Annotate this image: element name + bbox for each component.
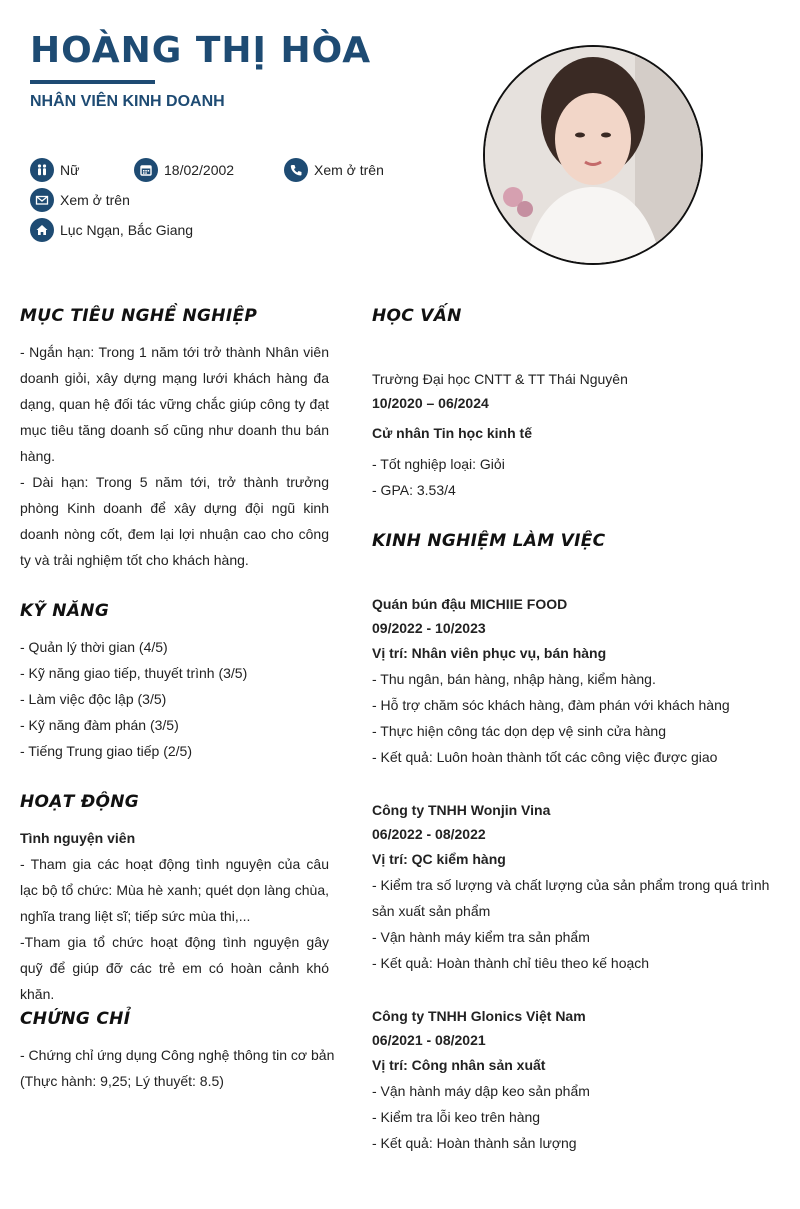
job-item: - Thu ngân, bán hàng, nhập hàng, kiểm hàng. bbox=[372, 671, 656, 687]
email-value: Xem ở trên bbox=[60, 192, 130, 208]
education-degree: Cử nhân Tin học kinh tế bbox=[372, 425, 532, 441]
objective-short-term: - Ngắn hạn: Trong 1 năm tới trở thành Nhân viên doanh giỏi, xây dựng mạng lưới khách hàng đa dạng, quan hệ đối tác vững chắc giúp công ty đạt mục tiêu tăng doanh số cũng như doanh thu bán hàng. bbox=[20, 344, 329, 464]
job-company: Công ty TNHH Wonjin Vina bbox=[372, 802, 551, 818]
name-underline bbox=[30, 80, 155, 84]
activity-role: Tình nguyện viên bbox=[20, 830, 136, 846]
activities-title: HOẠT ĐỘNG bbox=[20, 792, 140, 812]
education-period: 10/2020 – 06/2024 bbox=[372, 395, 489, 411]
job-period: 09/2022 - 10/2023 bbox=[372, 620, 486, 636]
info-email bbox=[30, 188, 130, 212]
info-gender bbox=[30, 158, 79, 182]
skill-item: - Tiếng Trung giao tiếp (2/5) bbox=[20, 743, 192, 759]
job-item: - Thực hiện công tác dọn dẹp vệ sinh cửa hàng bbox=[372, 723, 667, 739]
phone-icon bbox=[284, 158, 308, 182]
gender-icon bbox=[30, 158, 54, 182]
job-company: Quán bún đậu MICHIIE FOOD bbox=[372, 596, 568, 612]
calendar-icon bbox=[134, 158, 158, 182]
job-item: - Kết quả: Luôn hoàn thành tốt các công việc được giao bbox=[372, 749, 718, 765]
education-school: Trường Đại học CNTT & TT Thái Nguyên bbox=[372, 371, 628, 387]
info-address bbox=[30, 218, 193, 242]
home-icon bbox=[30, 218, 54, 242]
job-item: - Kiểm tra lỗi keo trên hàng bbox=[372, 1109, 541, 1125]
address-value: Lục Ngạn, Bắc Giang bbox=[60, 222, 194, 238]
objective-title: MỤC TIÊU NGHỀ NGHIỆP bbox=[20, 306, 258, 326]
job-item: - Hỗ trợ chăm sóc khách hàng, đàm phán với khách hàng bbox=[372, 697, 730, 713]
job-position: Vị trí: Nhân viên phục vụ, bán hàng bbox=[372, 645, 607, 661]
job-item: - Vận hành máy kiểm tra sản phẩm bbox=[372, 929, 590, 945]
skills-title: KỸ NĂNG bbox=[20, 601, 110, 621]
experience-title: KINH NGHIỆM LÀM VIỆC bbox=[372, 531, 606, 551]
skill-item: - Kỹ năng đàm phán (3/5) bbox=[20, 717, 179, 733]
education-item: - Tốt nghiệp loại: Giỏi bbox=[372, 456, 505, 472]
education-item: - GPA: 3.53/4 bbox=[372, 482, 456, 498]
skill-item: - Kỹ năng giao tiếp, thuyết trình (3/5) bbox=[20, 665, 248, 681]
activity-item: - Tham gia các hoạt động tình nguyện của câu lạc bộ tổ chức: Mùa hè xanh; quét dọn làng chùa, nghĩa trang liệt sĩ; tiếp sức mùa thi,... bbox=[20, 856, 329, 924]
email-icon bbox=[30, 188, 54, 212]
job-title: NHÂN VIÊN KINH DOANH bbox=[30, 93, 225, 110]
education-title: HỌC VẤN bbox=[372, 306, 462, 326]
job-company: Công ty TNHH Glonics Việt Nam bbox=[372, 1008, 586, 1024]
profile-photo bbox=[483, 45, 703, 265]
certificates-title: CHỨNG CHỈ bbox=[20, 1009, 131, 1029]
objective-long-term: - Dài hạn: Trong 5 năm tới, trở thành trưởng phòng Kinh doanh để xây dựng đội ngũ kinh doanh nòng cốt, đem lại lợi nhuận cao cho công ty và trải nghiệm tốt cho khách hàng. bbox=[20, 474, 329, 568]
birthday-value: 18/02/2002 bbox=[164, 162, 235, 178]
job-item: - Kết quả: Hoàn thành sản lượng bbox=[372, 1135, 577, 1151]
activity-item: -Tham gia tổ chức hoạt động tình nguyện gây quỹ để giúp đỡ các trẻ em có hoàn cảnh khó khăn. bbox=[20, 934, 329, 1002]
job-position: Vị trí: Công nhân sản xuất bbox=[372, 1057, 546, 1073]
job-item: - Kiểm tra số lượng và chất lượng của sản phẩm trong quá trình sản xuất sản phẩm bbox=[372, 877, 770, 919]
skill-item: - Quản lý thời gian (4/5) bbox=[20, 639, 168, 655]
phone-value: Xem ở trên bbox=[314, 162, 384, 178]
job-position: Vị trí: QC kiểm hàng bbox=[372, 851, 506, 867]
skill-item: - Làm việc độc lập (3/5) bbox=[20, 691, 167, 707]
job-period: 06/2021 - 08/2021 bbox=[372, 1032, 486, 1048]
job-item: - Vận hành máy dập keo sản phẩm bbox=[372, 1083, 590, 1099]
candidate-name: HOÀNG THỊ HÒA bbox=[30, 30, 372, 71]
info-birthday bbox=[134, 158, 234, 182]
gender-value: Nữ bbox=[60, 162, 80, 178]
job-item: - Kết quả: Hoàn thành chỉ tiêu theo kế hoạch bbox=[372, 955, 650, 971]
job-period: 06/2022 - 08/2022 bbox=[372, 826, 486, 842]
certificate-item: - Chứng chỉ ứng dụng Công nghệ thông tin cơ bản (Thực hành: 9,25; Lý thuyết: 8.5) bbox=[20, 1047, 335, 1089]
info-phone bbox=[284, 158, 384, 182]
